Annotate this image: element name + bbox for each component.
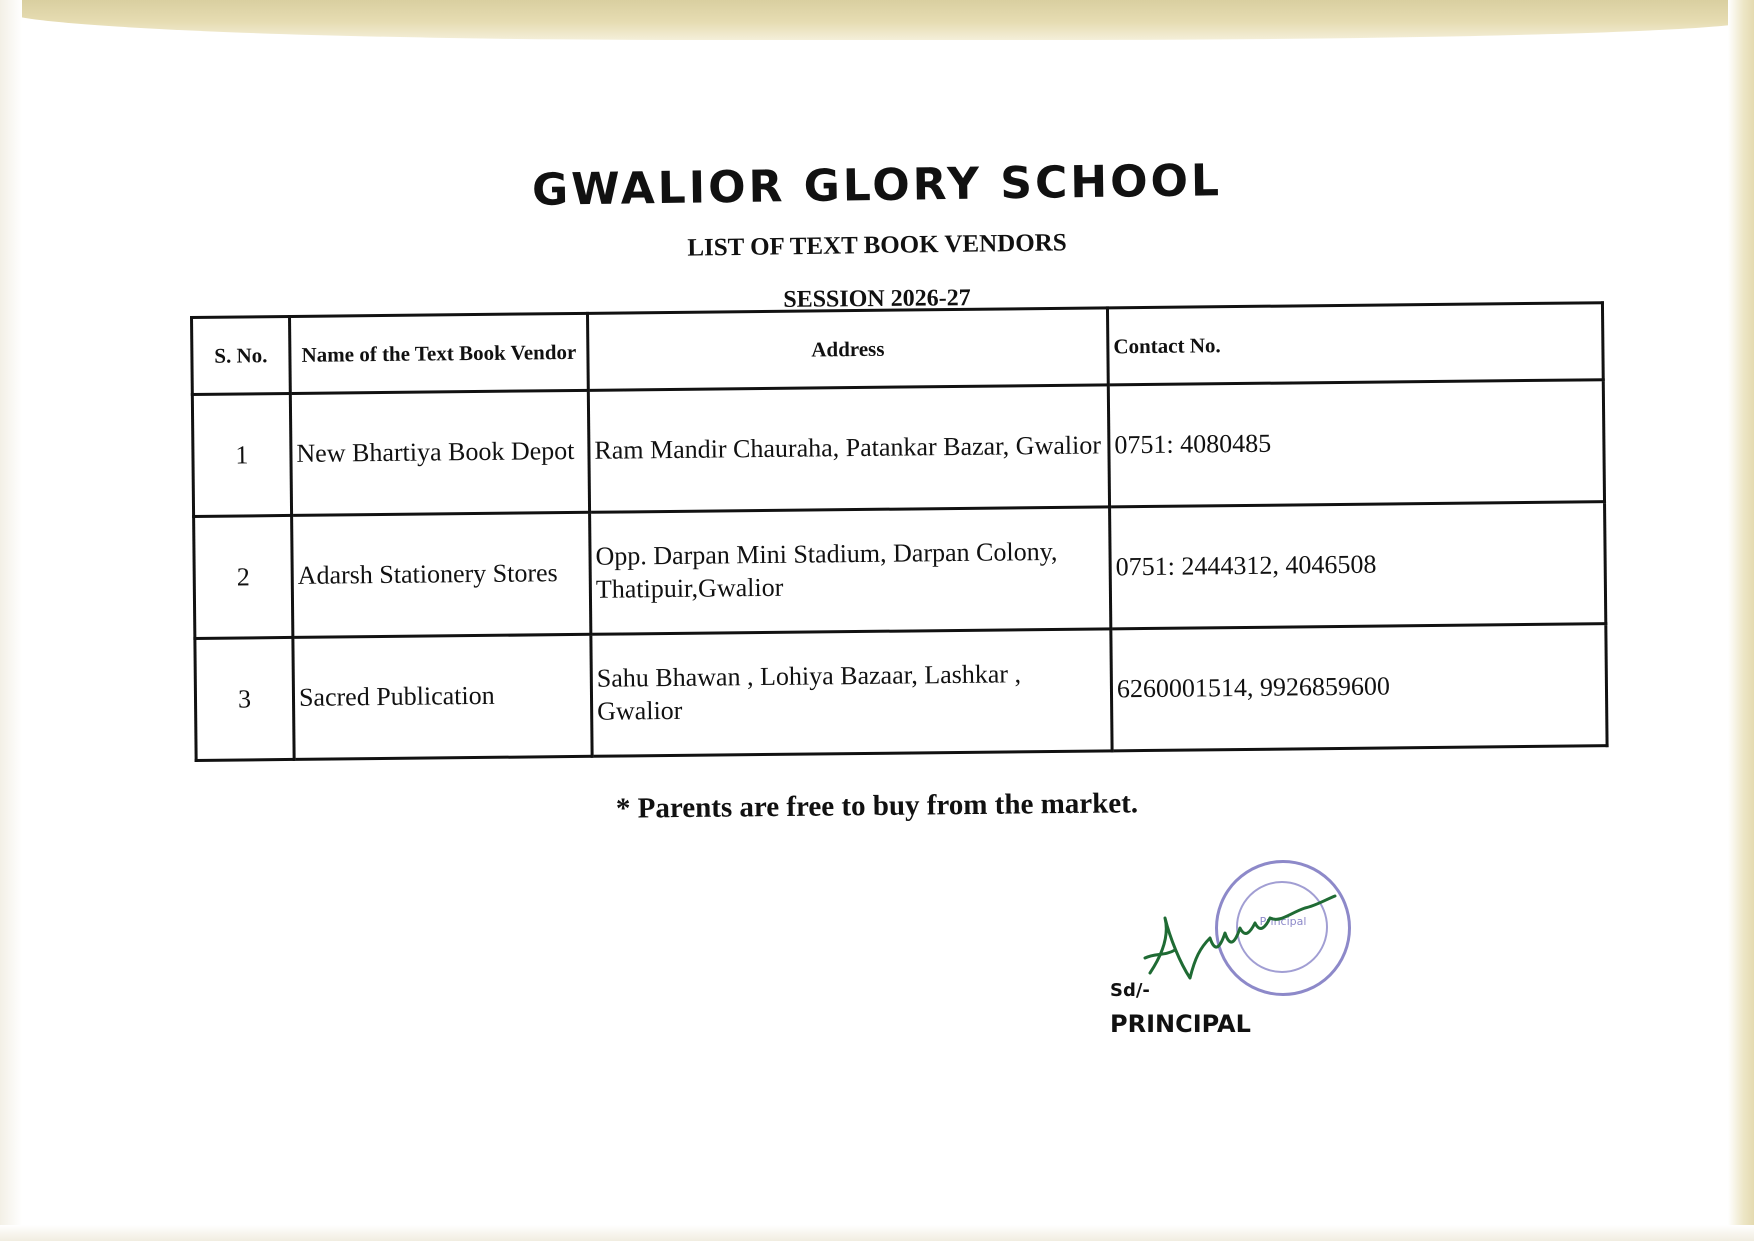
cell-vendor-name: Adarsh Stationery Stores — [292, 512, 591, 637]
paper-top-edge — [0, 0, 1754, 40]
signature-block — [1110, 860, 1370, 1060]
table-header-row — [192, 303, 1604, 395]
cell-address: Sahu Bhawan , Lohiya Bazaar, Lashkar , Gwalior — [591, 629, 1112, 756]
vendor-table — [190, 301, 1609, 762]
session-label: SESSION 2026-27 — [783, 285, 971, 313]
cell-contact: 0751: 2444312, 4046508 — [1110, 502, 1606, 629]
parents-note: * Parents are free to buy from the market. — [615, 787, 1139, 825]
cell-contact: 6260001514, 9926859600 — [1111, 624, 1607, 751]
cell-sno: 2 — [194, 515, 293, 638]
table-row — [192, 380, 1604, 517]
cell-address: Opp. Darpan Mini Stadium, Darpan Colony, Thatipuir,Gwalior — [590, 507, 1111, 634]
col-header-sno: S. No. — [192, 316, 291, 394]
col-header-address: Address — [587, 308, 1108, 390]
cell-sno: 1 — [192, 393, 291, 516]
cell-vendor-name: New Bhartiya Book Depot — [290, 390, 589, 515]
cell-vendor-name: Sacred Publication — [293, 634, 592, 759]
cell-contact: 0751: 4080485 — [1108, 380, 1604, 507]
cell-sno: 3 — [195, 637, 294, 760]
cell-address: Ram Mandir Chauraha, Patankar Bazar, Gwalior — [588, 385, 1109, 512]
table-row — [195, 624, 1607, 761]
document-subtitle: LIST OF TEXT BOOK VENDORS — [687, 229, 1067, 262]
col-header-contact: Contact No. — [1107, 303, 1603, 385]
sd-label: Sd/- — [1110, 980, 1150, 1001]
col-header-vendor: Name of the Text Book Vendor — [290, 313, 589, 393]
principal-label: PRINCIPAL — [1110, 1010, 1251, 1038]
school-name: GWALIOR GLORY SCHOOL — [531, 155, 1223, 216]
paper-bottom-edge — [0, 1225, 1754, 1241]
stamp-text: Principal — [1259, 915, 1307, 928]
signature-icon — [1140, 878, 1340, 988]
table-row — [194, 502, 1606, 639]
